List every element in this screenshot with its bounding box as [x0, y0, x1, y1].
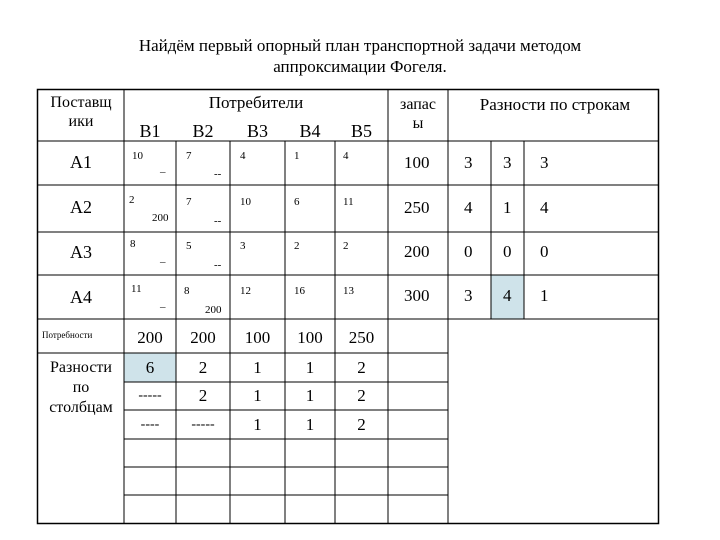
- cost-a2-b5: 11: [343, 196, 354, 208]
- col-header-b5: B5: [350, 121, 372, 141]
- col-diff-r3-b2: -----: [191, 417, 215, 432]
- demand-label: Потребности: [42, 330, 93, 340]
- stock-header: запас ы: [400, 96, 436, 132]
- dash-a3-b1: –: [160, 256, 166, 268]
- row-diff-a3-2: 0: [503, 242, 512, 261]
- cost-a3-b4: 2: [294, 240, 300, 252]
- col-header-b4: B4: [299, 121, 321, 141]
- col-diff-r2-b4: 1: [305, 386, 315, 405]
- col-diff-r1-b5: 2: [357, 358, 366, 377]
- col-diff-r1-b4: 1: [305, 358, 315, 377]
- title-line-1: Найдём первый опорный план транспортной задачи методом: [138, 36, 582, 55]
- dash-a3-b2: --: [214, 259, 222, 271]
- row-diff-a4-3: 1: [540, 286, 549, 305]
- row-diff-a3-1: 0: [464, 242, 473, 261]
- col-diff-r1-b1: 6: [145, 358, 155, 377]
- supply-a4: 300: [404, 286, 430, 305]
- cost-a3-b3: 3: [240, 240, 246, 252]
- row-diff-a2-1: 4: [464, 198, 473, 217]
- row-diff-a2-3: 4: [540, 198, 549, 217]
- supply-a3: 200: [404, 242, 430, 261]
- row-diff-a1-1: 3: [464, 153, 473, 172]
- col-diff-r2-b2: 2: [198, 386, 208, 405]
- dash-a1-b1: –: [160, 166, 166, 178]
- cost-a4-b1: 11: [131, 283, 142, 295]
- cost-a3-b5: 2: [343, 240, 349, 252]
- row-label-a3: A3: [70, 242, 92, 262]
- allocation-a4-b2: 200: [205, 304, 222, 316]
- suppliers-header: Поставщ ики: [50, 94, 112, 130]
- col-diff-label: Разности по столбцам: [49, 359, 113, 416]
- col-header-b1: B1: [139, 121, 161, 141]
- row-diff-a4-2: 4: [503, 286, 512, 305]
- dash-a1-b2: --: [214, 168, 222, 180]
- row-label-a1: A1: [70, 152, 92, 172]
- cost-a4-b5: 13: [343, 285, 354, 297]
- cost-a1-b1: 10: [132, 150, 143, 162]
- demand-b4: 100: [297, 328, 323, 347]
- cost-a1-b4: 1: [294, 150, 300, 162]
- row-diff-a3-3: 0: [540, 242, 549, 261]
- cost-a2-b4: 6: [294, 196, 300, 208]
- dash-a2-b2: --: [214, 215, 222, 227]
- row-label-a2: A2: [70, 197, 92, 217]
- col-diff-r1-b2: 2: [198, 358, 208, 377]
- demand-b3: 100: [244, 328, 271, 347]
- demand-b2: 200: [190, 328, 216, 347]
- cost-a4-b2: 8: [184, 285, 190, 297]
- cost-a2-b3: 10: [240, 196, 251, 208]
- cost-a4-b3: 12: [240, 285, 251, 297]
- row-diff-a4-1: 3: [464, 286, 473, 305]
- dash-a4-b1: –: [160, 301, 166, 313]
- col-diff-r2-b1: -----: [138, 388, 162, 403]
- consumers-header: Потребители: [208, 93, 304, 112]
- col-diff-r1-b3: 1: [253, 358, 262, 377]
- supply-a2: 250: [404, 198, 430, 217]
- demand-b1: 200: [137, 328, 163, 347]
- title-line-2: аппроксимации Фогеля.: [273, 57, 447, 76]
- supply-a1: 100: [404, 153, 430, 172]
- cost-a2-b2: 7: [186, 196, 192, 208]
- col-diff-r2-b3: 1: [253, 386, 262, 405]
- col-header-b2: B2: [192, 121, 214, 141]
- col-diff-r3-b3: 1: [253, 415, 262, 434]
- row-diff-header: Разности по строкам: [479, 95, 631, 114]
- cost-a1-b5: 4: [343, 150, 349, 162]
- cost-a1-b3: 4: [240, 150, 246, 162]
- cost-a4-b4: 16: [294, 285, 305, 297]
- col-diff-r3-b5: 2: [357, 415, 366, 434]
- cost-a1-b2: 7: [186, 150, 192, 162]
- row-diff-a1-3: 3: [540, 153, 549, 172]
- cost-a2-b1: 2: [129, 194, 135, 206]
- col-diff-r2-b5: 2: [357, 386, 366, 405]
- col-diff-r3-b1: ----: [140, 417, 160, 432]
- row-diff-a2-2: 1: [503, 198, 512, 217]
- row-label-a4: A4: [70, 287, 92, 307]
- row-diff-a1-2: 3: [503, 153, 512, 172]
- cost-a3-b2: 5: [186, 240, 192, 252]
- col-diff-r3-b4: 1: [305, 415, 315, 434]
- demand-b5: 250: [348, 328, 375, 347]
- cost-a3-b1: 8: [130, 238, 136, 250]
- col-header-b3: B3: [246, 121, 268, 141]
- allocation-a2-b1: 200: [152, 212, 169, 224]
